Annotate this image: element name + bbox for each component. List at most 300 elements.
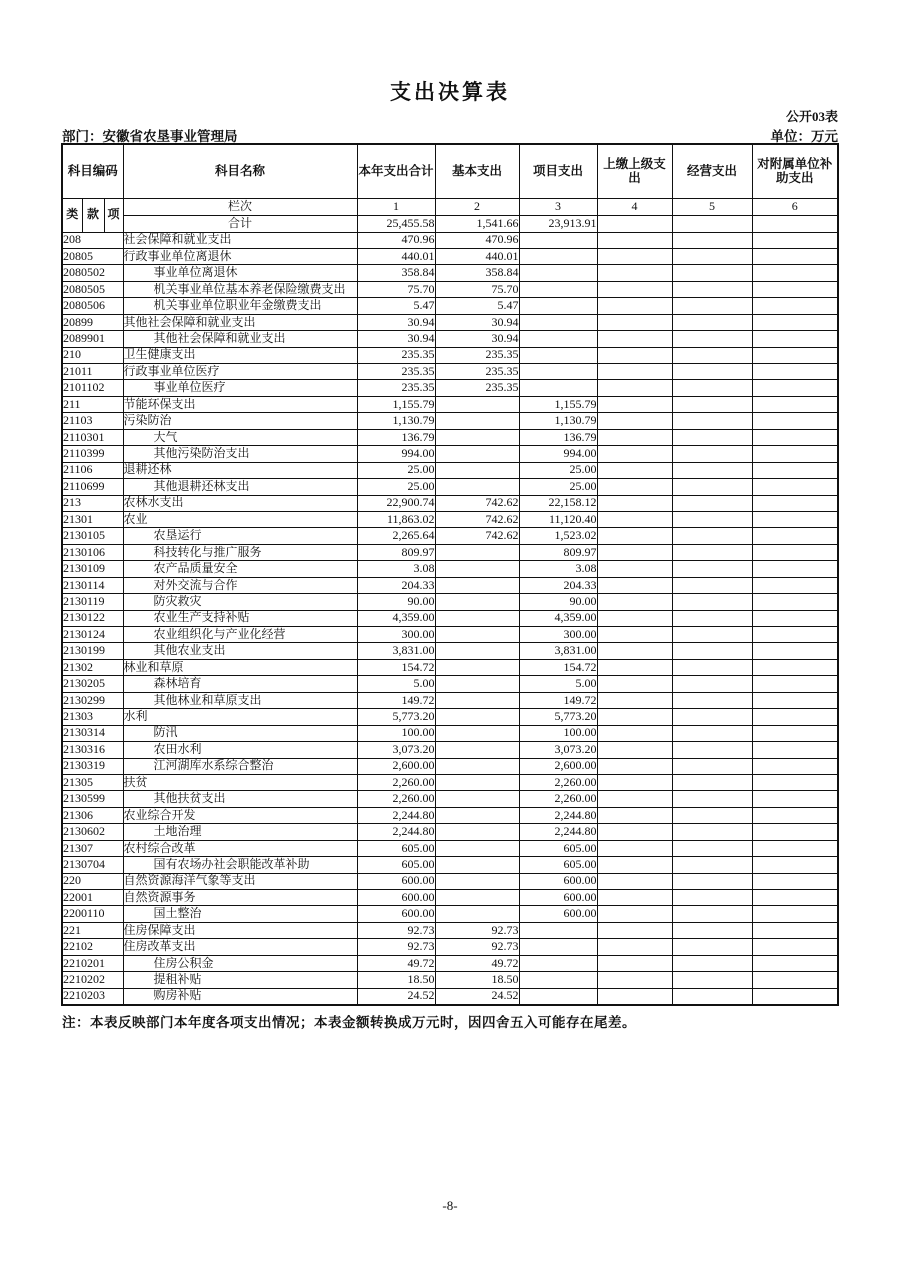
amount-cell bbox=[672, 659, 752, 675]
table-row bbox=[62, 627, 838, 643]
column-index: 5 bbox=[672, 198, 752, 215]
subject-name-cell: 事业单位医疗 bbox=[123, 380, 357, 396]
subject-code-cell: 2089901 bbox=[62, 331, 123, 347]
amount-cell bbox=[672, 248, 752, 264]
amount-cell bbox=[519, 955, 597, 971]
subject-name-cell: 购房补贴 bbox=[123, 988, 357, 1004]
amount-cell: 235.35 bbox=[435, 347, 519, 363]
amount-cell: 90.00 bbox=[357, 594, 435, 610]
amount-cell bbox=[435, 462, 519, 478]
subject-code-cell: 2130122 bbox=[62, 610, 123, 626]
header-code-class: 类 bbox=[62, 198, 82, 232]
total-row bbox=[62, 215, 838, 232]
subject-name-cell: 农产品质量安全 bbox=[123, 561, 357, 577]
amount-cell: 3.08 bbox=[519, 561, 597, 577]
subject-code-cell: 2130316 bbox=[62, 742, 123, 758]
amount-cell: 149.72 bbox=[519, 692, 597, 708]
amount-cell bbox=[435, 446, 519, 462]
amount-cell: 600.00 bbox=[357, 890, 435, 906]
amount-cell: 605.00 bbox=[519, 840, 597, 856]
subject-code-cell: 2080502 bbox=[62, 265, 123, 281]
amount-cell bbox=[752, 627, 838, 643]
table-row bbox=[62, 380, 838, 396]
expenditure-table bbox=[61, 143, 839, 1006]
amount-cell bbox=[672, 314, 752, 330]
amount-cell bbox=[597, 709, 672, 725]
amount-cell bbox=[597, 791, 672, 807]
amount-cell: 742.62 bbox=[435, 511, 519, 527]
amount-cell bbox=[519, 281, 597, 297]
amount-cell bbox=[597, 364, 672, 380]
amount-cell bbox=[435, 659, 519, 675]
subject-code-cell: 2110301 bbox=[62, 429, 123, 445]
header-row-lanci bbox=[62, 198, 838, 215]
table-row bbox=[62, 610, 838, 626]
amount-cell bbox=[519, 988, 597, 1004]
amount-cell: 2,260.00 bbox=[357, 774, 435, 790]
amount-cell: 5.00 bbox=[357, 676, 435, 692]
amount-cell bbox=[519, 232, 597, 248]
amount-cell bbox=[597, 890, 672, 906]
table-row bbox=[62, 561, 838, 577]
table-row bbox=[62, 446, 838, 462]
amount-cell bbox=[672, 479, 752, 495]
subject-name-cell: 水利 bbox=[123, 709, 357, 725]
table-row bbox=[62, 413, 838, 429]
header-subject-name: 科目名称 bbox=[123, 144, 357, 198]
subject-code-cell: 2130205 bbox=[62, 676, 123, 692]
amount-cell: 2,600.00 bbox=[357, 758, 435, 774]
amount-cell bbox=[752, 725, 838, 741]
amount-cell: 440.01 bbox=[435, 248, 519, 264]
amount-cell bbox=[752, 380, 838, 396]
amount-cell bbox=[597, 495, 672, 511]
subject-code-cell: 22001 bbox=[62, 890, 123, 906]
meta-row bbox=[62, 125, 838, 145]
table-row bbox=[62, 988, 838, 1004]
amount-cell: 22,158.12 bbox=[519, 495, 597, 511]
subject-code-cell: 21103 bbox=[62, 413, 123, 429]
amount-cell: 204.33 bbox=[519, 577, 597, 593]
subject-code-cell: 2130299 bbox=[62, 692, 123, 708]
table-row bbox=[62, 758, 838, 774]
amount-cell bbox=[752, 232, 838, 248]
lanci-label: 栏次 bbox=[123, 198, 357, 215]
amount-cell bbox=[435, 610, 519, 626]
subject-name-cell: 住房保障支出 bbox=[123, 922, 357, 938]
amount-cell bbox=[597, 840, 672, 856]
amount-cell bbox=[672, 890, 752, 906]
amount-cell bbox=[435, 857, 519, 873]
amount-cell: 809.97 bbox=[357, 544, 435, 560]
amount-cell bbox=[519, 347, 597, 363]
table-row bbox=[62, 577, 838, 593]
amount-cell bbox=[597, 824, 672, 840]
subject-code-cell: 2210201 bbox=[62, 955, 123, 971]
table-row bbox=[62, 314, 838, 330]
amount-cell: 742.62 bbox=[435, 528, 519, 544]
amount-cell: 49.72 bbox=[435, 955, 519, 971]
subject-name-cell: 退耕还林 bbox=[123, 462, 357, 478]
subject-name-cell: 其他扶贫支出 bbox=[123, 791, 357, 807]
amount-cell bbox=[597, 939, 672, 955]
amount-cell bbox=[752, 413, 838, 429]
amount-cell: 235.35 bbox=[435, 380, 519, 396]
amount-cell: 90.00 bbox=[519, 594, 597, 610]
amount-cell bbox=[597, 692, 672, 708]
subject-code-cell: 2130704 bbox=[62, 857, 123, 873]
amount-cell bbox=[672, 347, 752, 363]
amount-cell: 25.00 bbox=[357, 479, 435, 495]
amount-cell: 1,130.79 bbox=[519, 413, 597, 429]
table-row bbox=[62, 955, 838, 971]
table-row bbox=[62, 774, 838, 790]
subject-code-cell: 20899 bbox=[62, 314, 123, 330]
total-amount-cell: 1,541.66 bbox=[435, 215, 519, 232]
amount-cell bbox=[597, 857, 672, 873]
amount-cell: 809.97 bbox=[519, 544, 597, 560]
amount-cell: 92.73 bbox=[357, 922, 435, 938]
subject-name-cell: 污染防治 bbox=[123, 413, 357, 429]
amount-cell: 605.00 bbox=[357, 857, 435, 873]
subject-code-cell: 2130114 bbox=[62, 577, 123, 593]
amount-cell bbox=[672, 331, 752, 347]
page-title: 支出决算表 bbox=[390, 80, 510, 104]
amount-cell: 600.00 bbox=[357, 873, 435, 889]
amount-cell bbox=[672, 232, 752, 248]
note-text: 注：本表反映部门本年度各项支出情况；本表金额转换成万元时，因四舍五入可能存在尾差。 bbox=[62, 1015, 636, 1030]
amount-cell: 2,244.80 bbox=[357, 807, 435, 823]
amount-cell bbox=[435, 758, 519, 774]
amount-cell: 5,773.20 bbox=[519, 709, 597, 725]
amount-cell: 75.70 bbox=[357, 281, 435, 297]
subject-code-cell: 2130199 bbox=[62, 643, 123, 659]
amount-cell bbox=[672, 857, 752, 873]
amount-cell bbox=[597, 380, 672, 396]
amount-cell bbox=[672, 528, 752, 544]
table-row bbox=[62, 824, 838, 840]
subject-name-cell: 行政事业单位医疗 bbox=[123, 364, 357, 380]
subject-name-cell: 机关事业单位基本养老保险缴费支出 bbox=[123, 281, 357, 297]
table-row bbox=[62, 364, 838, 380]
amount-cell bbox=[435, 742, 519, 758]
amount-cell bbox=[597, 955, 672, 971]
amount-cell: 136.79 bbox=[519, 429, 597, 445]
amount-cell bbox=[597, 594, 672, 610]
amount-cell bbox=[672, 709, 752, 725]
amount-cell: 24.52 bbox=[357, 988, 435, 1004]
amount-cell bbox=[752, 922, 838, 938]
subject-name-cell: 农业 bbox=[123, 511, 357, 527]
table-row bbox=[62, 265, 838, 281]
amount-cell bbox=[435, 774, 519, 790]
amount-cell: 154.72 bbox=[357, 659, 435, 675]
amount-cell: 235.35 bbox=[357, 380, 435, 396]
amount-cell bbox=[597, 429, 672, 445]
amount-cell: 1,130.79 bbox=[357, 413, 435, 429]
amount-cell bbox=[752, 396, 838, 412]
table-row bbox=[62, 643, 838, 659]
amount-cell bbox=[672, 446, 752, 462]
amount-cell bbox=[672, 462, 752, 478]
table-row bbox=[62, 462, 838, 478]
table-row bbox=[62, 873, 838, 889]
amount-cell bbox=[752, 692, 838, 708]
amount-cell bbox=[752, 511, 838, 527]
amount-cell bbox=[519, 922, 597, 938]
amount-cell bbox=[435, 479, 519, 495]
subject-code-cell: 21305 bbox=[62, 774, 123, 790]
amount-cell: 2,244.80 bbox=[519, 824, 597, 840]
amount-cell bbox=[435, 561, 519, 577]
amount-cell bbox=[597, 396, 672, 412]
subject-name-cell: 机关事业单位职业年金缴费支出 bbox=[123, 298, 357, 314]
amount-cell: 154.72 bbox=[519, 659, 597, 675]
amount-cell bbox=[752, 955, 838, 971]
amount-cell: 18.50 bbox=[357, 972, 435, 988]
amount-cell: 2,244.80 bbox=[519, 807, 597, 823]
table-row bbox=[62, 939, 838, 955]
total-label: 合计 bbox=[123, 215, 357, 232]
subject-name-cell: 自然资源海洋气象等支出 bbox=[123, 873, 357, 889]
column-index: 4 bbox=[597, 198, 672, 215]
subject-name-cell: 其他社会保障和就业支出 bbox=[123, 314, 357, 330]
column-index: 3 bbox=[519, 198, 597, 215]
amount-cell bbox=[752, 890, 838, 906]
amount-cell bbox=[597, 610, 672, 626]
table-row bbox=[62, 857, 838, 873]
amount-cell: 100.00 bbox=[519, 725, 597, 741]
subject-code-cell: 21301 bbox=[62, 511, 123, 527]
amount-cell bbox=[752, 807, 838, 823]
table-row bbox=[62, 429, 838, 445]
amount-cell bbox=[519, 331, 597, 347]
subject-name-cell: 其他退耕还林支出 bbox=[123, 479, 357, 495]
amount-cell: 204.33 bbox=[357, 577, 435, 593]
table-body bbox=[62, 232, 838, 1005]
amount-cell: 605.00 bbox=[519, 857, 597, 873]
amount-cell: 92.73 bbox=[435, 939, 519, 955]
table-row bbox=[62, 742, 838, 758]
table-row bbox=[62, 791, 838, 807]
table-row bbox=[62, 709, 838, 725]
subject-code-cell: 220 bbox=[62, 873, 123, 889]
amount-cell bbox=[752, 577, 838, 593]
total-amount-cell: 23,913.91 bbox=[519, 215, 597, 232]
subject-code-cell: 2130124 bbox=[62, 627, 123, 643]
amount-cell bbox=[435, 643, 519, 659]
subject-code-cell: 21302 bbox=[62, 659, 123, 675]
amount-cell: 92.73 bbox=[357, 939, 435, 955]
amount-cell: 4,359.00 bbox=[357, 610, 435, 626]
subject-code-cell: 2130109 bbox=[62, 561, 123, 577]
subject-code-cell: 20805 bbox=[62, 248, 123, 264]
table-row bbox=[62, 347, 838, 363]
amount-cell bbox=[597, 561, 672, 577]
amount-cell: 358.84 bbox=[357, 265, 435, 281]
subject-code-cell: 210 bbox=[62, 347, 123, 363]
subject-name-cell: 农业生产支持补贴 bbox=[123, 610, 357, 626]
amount-cell bbox=[672, 627, 752, 643]
amount-cell: 2,260.00 bbox=[519, 791, 597, 807]
amount-cell: 300.00 bbox=[357, 627, 435, 643]
amount-cell bbox=[752, 331, 838, 347]
amount-cell: 440.01 bbox=[357, 248, 435, 264]
amount-cell bbox=[752, 314, 838, 330]
header-col-basic: 基本支出 bbox=[435, 144, 519, 198]
amount-cell bbox=[597, 627, 672, 643]
amount-cell bbox=[672, 807, 752, 823]
amount-cell bbox=[597, 676, 672, 692]
amount-cell bbox=[435, 396, 519, 412]
table-row bbox=[62, 511, 838, 527]
amount-cell: 5.47 bbox=[435, 298, 519, 314]
header-col-project: 项目支出 bbox=[519, 144, 597, 198]
amount-cell bbox=[672, 577, 752, 593]
amount-cell bbox=[435, 840, 519, 856]
table-row bbox=[62, 396, 838, 412]
subject-code-cell: 2110399 bbox=[62, 446, 123, 462]
subject-code-cell: 2130314 bbox=[62, 725, 123, 741]
total-amount-cell bbox=[752, 215, 838, 232]
amount-cell bbox=[672, 511, 752, 527]
amount-cell bbox=[672, 955, 752, 971]
amount-cell bbox=[672, 939, 752, 955]
subject-name-cell: 其他污染防治支出 bbox=[123, 446, 357, 462]
amount-cell: 5.47 bbox=[357, 298, 435, 314]
subject-name-cell: 防灾救灾 bbox=[123, 594, 357, 610]
subject-name-cell: 江河湖库水系综合整治 bbox=[123, 758, 357, 774]
amount-cell bbox=[597, 314, 672, 330]
form-code-label: 公开03表 bbox=[785, 109, 838, 124]
amount-cell: 3.08 bbox=[357, 561, 435, 577]
total-amount-cell: 25,455.58 bbox=[357, 215, 435, 232]
amount-cell bbox=[672, 544, 752, 560]
amount-cell: 600.00 bbox=[519, 890, 597, 906]
amount-cell bbox=[435, 577, 519, 593]
amount-cell bbox=[672, 906, 752, 922]
amount-cell bbox=[752, 281, 838, 297]
subject-name-cell: 防汛 bbox=[123, 725, 357, 741]
amount-cell: 92.73 bbox=[435, 922, 519, 938]
amount-cell bbox=[672, 413, 752, 429]
subject-name-cell: 其他林业和草原支出 bbox=[123, 692, 357, 708]
table-row bbox=[62, 840, 838, 856]
amount-cell bbox=[519, 298, 597, 314]
subject-name-cell: 住房公积金 bbox=[123, 955, 357, 971]
subject-name-cell: 科技转化与推广服务 bbox=[123, 544, 357, 560]
amount-cell bbox=[597, 643, 672, 659]
header-code-section: 款 bbox=[82, 198, 104, 232]
amount-cell: 18.50 bbox=[435, 972, 519, 988]
column-index: 6 bbox=[752, 198, 838, 215]
subject-code-cell: 2130319 bbox=[62, 758, 123, 774]
amount-cell bbox=[597, 413, 672, 429]
table-row bbox=[62, 890, 838, 906]
amount-cell bbox=[597, 922, 672, 938]
amount-cell: 2,260.00 bbox=[357, 791, 435, 807]
amount-cell bbox=[752, 462, 838, 478]
amount-cell: 235.35 bbox=[357, 364, 435, 380]
amount-cell: 49.72 bbox=[357, 955, 435, 971]
subject-code-cell: 2200110 bbox=[62, 906, 123, 922]
amount-cell bbox=[597, 972, 672, 988]
amount-cell bbox=[752, 840, 838, 856]
amount-cell bbox=[597, 232, 672, 248]
amount-cell bbox=[597, 265, 672, 281]
header-col-operating: 经营支出 bbox=[672, 144, 752, 198]
table-row bbox=[62, 594, 838, 610]
subject-name-cell: 林业和草原 bbox=[123, 659, 357, 675]
table-row bbox=[62, 659, 838, 675]
subject-code-cell: 2210202 bbox=[62, 972, 123, 988]
amount-cell bbox=[752, 479, 838, 495]
subject-code-cell: 221 bbox=[62, 922, 123, 938]
amount-cell bbox=[435, 627, 519, 643]
amount-cell bbox=[597, 659, 672, 675]
amount-cell bbox=[597, 742, 672, 758]
subject-code-cell: 22102 bbox=[62, 939, 123, 955]
amount-cell bbox=[597, 298, 672, 314]
amount-cell bbox=[752, 774, 838, 790]
amount-cell bbox=[435, 709, 519, 725]
amount-cell bbox=[672, 298, 752, 314]
header-col-total: 本年支出合计 bbox=[357, 144, 435, 198]
amount-cell bbox=[435, 594, 519, 610]
table-row bbox=[62, 807, 838, 823]
header-subject-code: 科目编码 bbox=[62, 144, 123, 198]
amount-cell: 25.00 bbox=[519, 462, 597, 478]
amount-cell: 1,155.79 bbox=[357, 396, 435, 412]
amount-cell bbox=[752, 610, 838, 626]
subject-name-cell: 对外交流与合作 bbox=[123, 577, 357, 593]
amount-cell: 30.94 bbox=[357, 331, 435, 347]
amount-cell: 742.62 bbox=[435, 495, 519, 511]
subject-name-cell: 森林培育 bbox=[123, 676, 357, 692]
amount-cell bbox=[752, 857, 838, 873]
amount-cell bbox=[597, 281, 672, 297]
amount-cell bbox=[672, 774, 752, 790]
amount-cell: 470.96 bbox=[357, 232, 435, 248]
amount-cell bbox=[435, 429, 519, 445]
amount-cell bbox=[597, 774, 672, 790]
amount-cell bbox=[672, 742, 752, 758]
subject-name-cell: 扶贫 bbox=[123, 774, 357, 790]
amount-cell bbox=[752, 265, 838, 281]
amount-cell: 24.52 bbox=[435, 988, 519, 1004]
amount-cell: 22,900.74 bbox=[357, 495, 435, 511]
table-row bbox=[62, 232, 838, 248]
amount-cell: 30.94 bbox=[435, 331, 519, 347]
amount-cell: 3,831.00 bbox=[519, 643, 597, 659]
amount-cell: 30.94 bbox=[357, 314, 435, 330]
subject-name-cell: 行政事业单位离退休 bbox=[123, 248, 357, 264]
amount-cell bbox=[435, 544, 519, 560]
subject-name-cell: 国有农场办社会职能改革补助 bbox=[123, 857, 357, 873]
amount-cell bbox=[752, 873, 838, 889]
amount-cell bbox=[597, 511, 672, 527]
table-row bbox=[62, 544, 838, 560]
amount-cell bbox=[597, 528, 672, 544]
amount-cell bbox=[752, 988, 838, 1004]
subject-code-cell: 213 bbox=[62, 495, 123, 511]
amount-cell: 100.00 bbox=[357, 725, 435, 741]
subject-code-cell: 21106 bbox=[62, 462, 123, 478]
amount-cell: 358.84 bbox=[435, 265, 519, 281]
amount-cell bbox=[597, 906, 672, 922]
amount-cell bbox=[672, 380, 752, 396]
amount-cell bbox=[752, 446, 838, 462]
